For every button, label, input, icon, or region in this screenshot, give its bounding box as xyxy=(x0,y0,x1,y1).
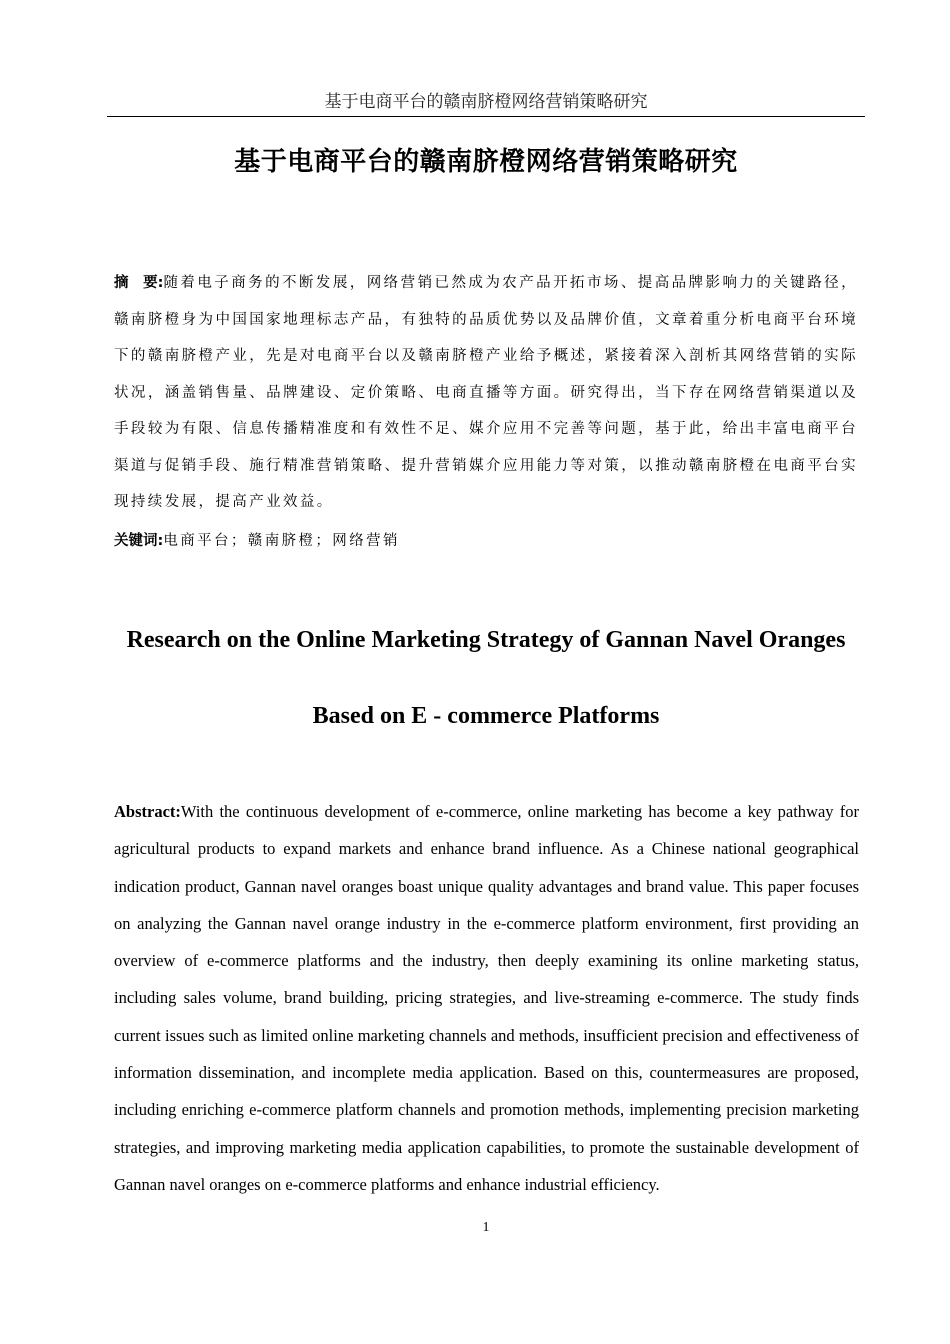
keywords-chinese-text: 电商平台；赣南脐橙；网络营销 xyxy=(163,533,400,549)
abstract-english xyxy=(114,793,859,1203)
keywords-chinese-label: 关键词: xyxy=(114,533,164,549)
paper-title-english-line1: Research on the Online Marketing Strategy of Gannan Navel Oranges xyxy=(126,627,846,653)
paper-title-english-line2: Based on E - commerce Platforms xyxy=(312,703,660,729)
page-number: 1 xyxy=(482,1220,490,1235)
abstract-english-text: With the continuous development of e-commerce, online marketing has become a key pathway for agricultural products to expand markets and enhance brand influence. As a Chinese national geographical indication product, Gannan navel oranges boast unique quality advantages and brand value. This paper focuses on analyzing the Gannan navel orange industry in the e-commerce platform environment, first providing an overview of e-commerce platforms and the industry, then deeply examining its online marketing status, including sales volume, brand building, pricing strategies, and live-streaming e-commerce. The study finds current issues such as limited online marketing channels and methods, insufficient precision and effectiveness of information dissemination, and incomplete media application. Based on this, countermeasures are proposed, including enriching e-commerce platform channels and promotion methods, implementing precision marketing strategies, and improving marketing media application capabilities, to promote the sustainable development of Gannan navel oranges on e-commerce platforms and enhance industrial efficiency. xyxy=(114,802,859,1194)
paper-title-english xyxy=(107,602,865,754)
abstract-english-label: Abstract: xyxy=(114,802,181,821)
running-header-title: 基于电商平台的赣南脐橙网络营销策略研究 xyxy=(324,92,648,112)
abstract-chinese-text: 随着电子商务的不断发展，网络营销已然成为农产品开拓市场、提高品牌影响力的关键路径，赣南脐橙身为中国国家地理标志产品，有独特的品质优势以及品牌价值，文章着重分析电商平台环境下的赣南脐橙产业，先是对电商平台以及赣南脐橙产业给予概述，紧接着深入剖析其网络营销的实际状况，涵盖销售量、品牌建设、定价策略、电商直播等方面。研究得出，当下存在网络营销渠道以及手段较为有限、信息传播精准度和有效性不足、媒介应用不完善等问题，基于此，给出丰富电商平台渠道与促销手段、施行精准营销策略、提升营销媒介应用能力等对策，以推动赣南脐橙在电商平台实现持续发展，提高产业效益。 xyxy=(114,275,858,510)
keywords-chinese xyxy=(114,523,858,560)
abstract-chinese xyxy=(114,265,858,521)
abstract-chinese-label: 摘 要: xyxy=(114,275,164,291)
paper-title-chinese: 基于电商平台的赣南脐橙网络营销策略研究 xyxy=(234,147,738,177)
running-header xyxy=(107,90,865,117)
